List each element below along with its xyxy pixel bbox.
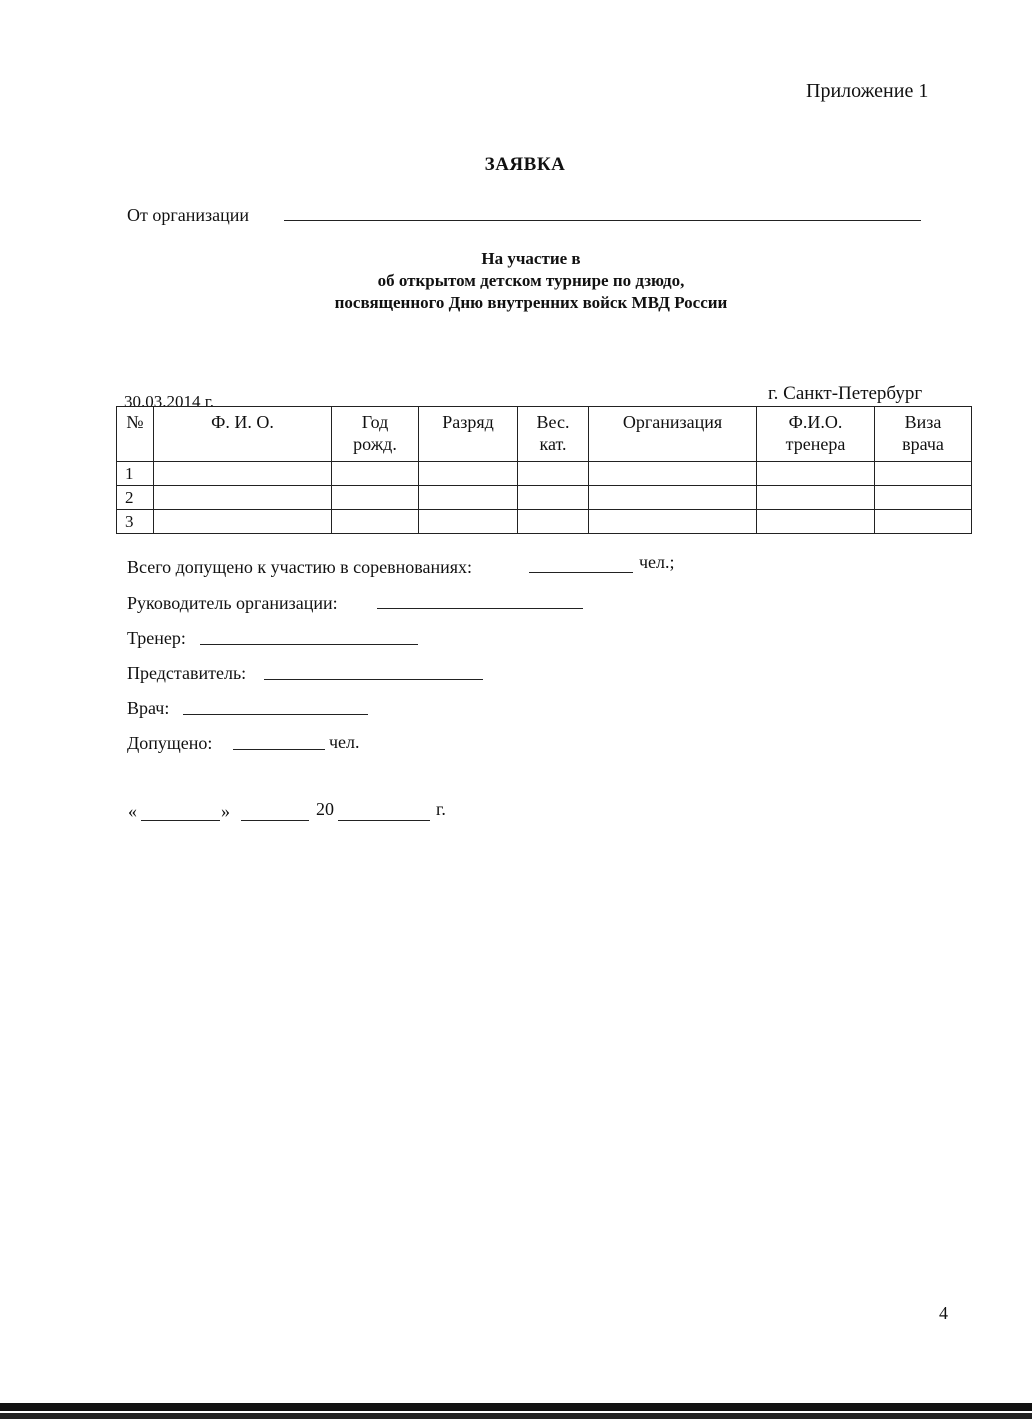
header-number: № <box>117 407 154 462</box>
cell-organization[interactable] <box>589 486 757 510</box>
cell-rank[interactable] <box>419 462 518 486</box>
row-number: 2 <box>117 486 154 510</box>
head-of-organization-line[interactable] <box>377 608 583 609</box>
coach-line[interactable] <box>200 644 418 645</box>
table-row <box>117 462 972 486</box>
header-full-name: Ф. И. О. <box>154 407 332 462</box>
row-number: 1 <box>117 462 154 486</box>
table-row <box>117 510 972 534</box>
document-city: г. Санкт-Петербург <box>768 383 923 404</box>
document-title: ЗАЯВКА <box>484 154 566 175</box>
cell-full-name[interactable] <box>154 486 332 510</box>
cell-doctor-visa[interactable] <box>875 486 972 510</box>
doctor-label: Врач: <box>127 698 170 718</box>
header-organization: Организация <box>589 407 757 462</box>
doctor-line[interactable] <box>183 714 368 715</box>
cell-weight-category[interactable] <box>518 510 589 534</box>
table-header-row <box>117 407 972 462</box>
cell-rank[interactable] <box>419 486 518 510</box>
table-row <box>117 486 972 510</box>
page-number: 4 <box>939 1303 948 1323</box>
row-number: 3 <box>117 510 154 534</box>
cell-organization[interactable] <box>589 510 757 534</box>
date-year-line[interactable] <box>338 820 430 821</box>
scan-edge-bar <box>0 1403 1032 1411</box>
admitted-line[interactable] <box>233 749 325 750</box>
date-month-line[interactable] <box>241 820 309 821</box>
total-admitted-line[interactable] <box>529 572 633 573</box>
subtitle-line-2: об открытом детском турнире по дзюдо, <box>377 271 685 290</box>
cell-coach-name[interactable] <box>757 486 875 510</box>
cell-doctor-visa[interactable] <box>875 510 972 534</box>
header-weight-category: Вес. кат. <box>518 407 589 462</box>
date-day-line[interactable] <box>141 820 220 821</box>
cell-coach-name[interactable] <box>757 510 875 534</box>
coach-label: Тренер: <box>127 628 186 648</box>
date-year-suffix: г. <box>436 799 446 819</box>
admitted-unit: чел. <box>329 732 360 752</box>
cell-organization[interactable] <box>589 462 757 486</box>
cell-doctor-visa[interactable] <box>875 462 972 486</box>
header-rank: Разряд <box>419 407 518 462</box>
from-organization-line <box>284 220 921 221</box>
representative-line[interactable] <box>264 679 483 680</box>
header-birth-year: Год рожд. <box>332 407 419 462</box>
cell-weight-category[interactable] <box>518 462 589 486</box>
cell-birth-year[interactable] <box>332 486 419 510</box>
date-close-quote: » <box>221 801 230 821</box>
from-organization-label: От организации <box>127 205 250 225</box>
cell-birth-year[interactable] <box>332 462 419 486</box>
participants-table <box>116 406 972 534</box>
date-open-quote: « <box>128 801 137 821</box>
total-admitted-label: Всего допущено к участию в соревнованиях: <box>127 557 473 577</box>
header-doctor-visa: Виза врача <box>875 407 972 462</box>
head-of-organization-label: Руководитель организации: <box>127 593 338 613</box>
total-admitted-unit: чел.; <box>639 552 675 572</box>
subtitle-line-3: посвященного Дню внутренних войск МВД России <box>334 293 728 312</box>
subtitle-line-1: На участие в <box>481 249 581 268</box>
document-date: 30.03.2014 г. <box>124 392 215 411</box>
scan-edge-bar-lower <box>0 1413 1032 1419</box>
cell-rank[interactable] <box>419 510 518 534</box>
cell-full-name[interactable] <box>154 462 332 486</box>
cell-coach-name[interactable] <box>757 462 875 486</box>
admitted-label: Допущено: <box>127 733 213 753</box>
date-century: 20 <box>316 799 334 819</box>
header-coach-name: Ф.И.О. тренера <box>757 407 875 462</box>
cell-weight-category[interactable] <box>518 486 589 510</box>
representative-label: Представитель: <box>127 663 247 683</box>
subtitle <box>0 248 1032 314</box>
appendix-label: Приложение 1 <box>806 80 929 102</box>
cell-birth-year[interactable] <box>332 510 419 534</box>
cell-full-name[interactable] <box>154 510 332 534</box>
